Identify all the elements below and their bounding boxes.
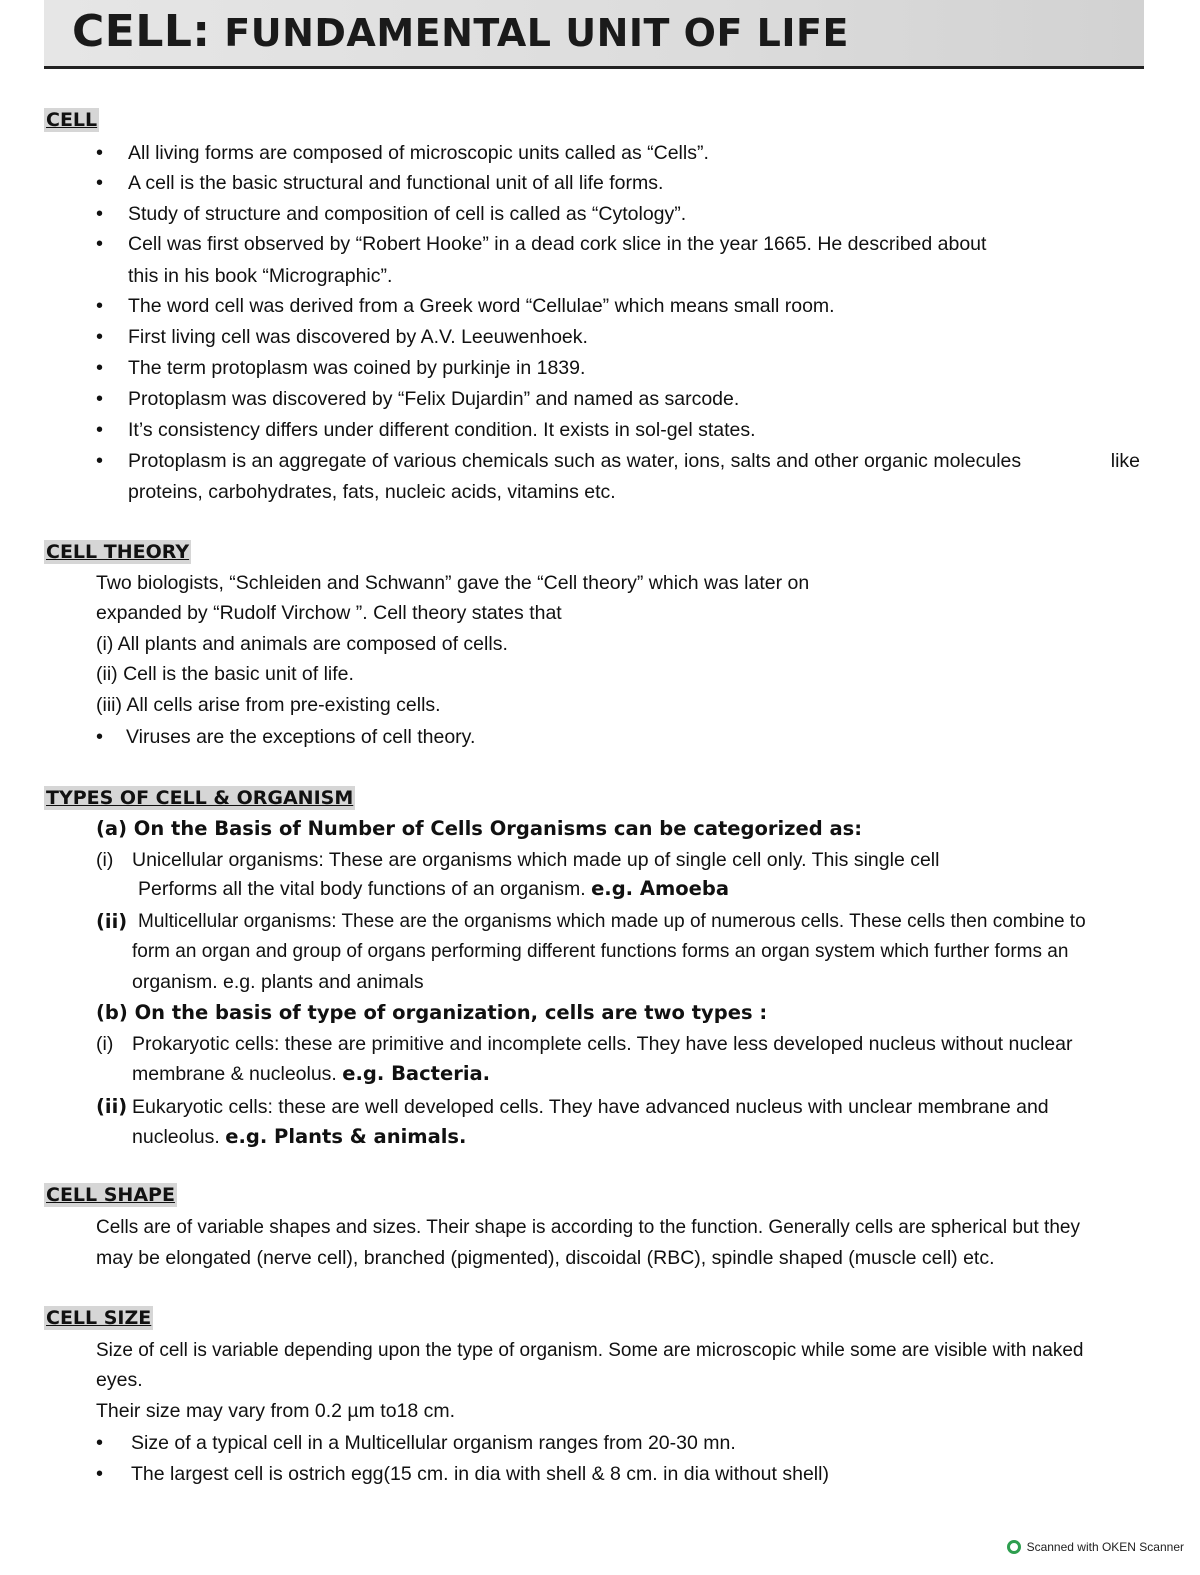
- list-item: The largest cell is ostrich egg(15 cm. in dia with shell & 8 cm. in dia without shell): [131, 1463, 829, 1485]
- list-item: Viruses are the exceptions of cell theory.: [126, 726, 476, 748]
- numbered-item: (ii) Cell is the basic unit of life.: [96, 663, 354, 685]
- list-item: Study of structure and composition of cell is called as “Cytology”.: [128, 203, 687, 225]
- numbered-item: Prokaryotic cells: these are primitive and incomplete cells. They have less developed nucleus without nuclear: [132, 1033, 1073, 1055]
- bullet-icon: •: [96, 726, 104, 748]
- bullet-icon: •: [96, 295, 104, 317]
- list-item: The term protoplasm was coined by purkinje in 1839.: [128, 357, 586, 379]
- paragraph-line: eyes.: [96, 1369, 143, 1391]
- section-heading-cell-size: CELL SIZE: [46, 1307, 152, 1329]
- list-item: First living cell was discovered by A.V. Leeuwenhoek.: [128, 326, 588, 348]
- list-item: Protoplasm was discovered by “Felix Dujardin” and named as sarcode.: [128, 388, 740, 410]
- bullet-icon: •: [96, 1463, 104, 1485]
- item-number: (i): [96, 849, 114, 871]
- section-heading-types: TYPES OF CELL & ORGANISM: [46, 787, 354, 809]
- bullet-icon: •: [96, 326, 104, 348]
- list-item: [128, 449, 1140, 473]
- list-item: All living forms are composed of microscopic units called as “Cells”.: [128, 142, 709, 164]
- numbered-item-continuation: [132, 1125, 466, 1149]
- item-text: membrane & nucleolus.: [132, 1063, 337, 1085]
- bullet-icon: •: [96, 357, 104, 379]
- title-rest: FUNDAMENTAL UNIT OF LIFE: [224, 11, 849, 55]
- paragraph-line: may be elongated (nerve cell), branched (pigmented), discoidal (RBC), spindle shaped (muscle cell) etc.: [96, 1247, 995, 1269]
- numbered-item: Unicellular organisms: These are organisms which made up of single cell only. This single cell: [132, 849, 940, 871]
- oken-scanner-logo-icon: [1007, 1540, 1021, 1554]
- paragraph-line: expanded by “Rudolf Virchow ”. Cell theory states that: [96, 602, 562, 624]
- watermark-text: Scanned with OKEN Scanner: [1026, 1540, 1184, 1554]
- numbered-item-continuation: form an organ and group of organs performing different functions forms an organ system which further forms an: [132, 941, 1069, 962]
- section-heading-cell-shape: CELL SHAPE: [46, 1184, 175, 1206]
- item-text: Performs all the vital body functions of an organism.: [138, 878, 586, 900]
- paragraph-line: Size of cell is variable depending upon the type of organism. Some are microscopic while some are visible with naked: [96, 1340, 1084, 1361]
- list-item: The word cell was derived from a Greek word “Cellulae” which means small room.: [128, 295, 835, 317]
- title-banner: [44, 0, 1144, 69]
- list-item: A cell is the basic structural and functional unit of all life forms.: [128, 172, 664, 194]
- list-item-continuation: proteins, carbohydrates, fats, nucleic acids, vitamins etc.: [128, 481, 616, 503]
- example-text: e.g. Amoeba: [591, 877, 730, 900]
- item-number: (ii): [96, 1095, 128, 1118]
- bullet-icon: •: [96, 1432, 104, 1454]
- list-item-continuation: this in his book “Micrographic”.: [128, 265, 393, 287]
- bullet-icon: •: [96, 388, 104, 410]
- numbered-item-continuation: organism. e.g. plants and animals: [132, 971, 424, 993]
- bullet-icon: •: [96, 233, 104, 255]
- bullet-icon: •: [96, 172, 104, 194]
- list-item-text-end: like: [1110, 450, 1140, 472]
- paragraph-line: Their size may vary from 0.2 µm to18 cm.: [96, 1400, 456, 1422]
- bullet-icon: •: [96, 203, 104, 225]
- title-main: CELL:: [72, 6, 211, 57]
- item-text: nucleolus.: [132, 1126, 220, 1148]
- numbered-item: Eukaryotic cells: these are well developed cells. They have advanced nucleus with unclear membrane and: [132, 1096, 1049, 1118]
- page-title: [72, 6, 849, 57]
- paragraph-line: Cells are of variable shapes and sizes. Their shape is according to the function. Generally cells are spherical but they: [96, 1217, 1080, 1238]
- list-item: Cell was first observed by “Robert Hooke” in a dead cork slice in the year 1665. He described about: [128, 233, 987, 255]
- item-number: (i): [96, 1033, 114, 1055]
- subsection-heading: (b) On the basis of type of organization, cells are two types :: [96, 1001, 768, 1024]
- subsection-heading: (a) On the Basis of Number of Cells Organisms can be categorized as:: [96, 817, 863, 840]
- section-heading-cell-theory: CELL THEORY: [46, 541, 190, 563]
- scanner-watermark: [1007, 1540, 1184, 1554]
- list-item: Size of a typical cell in a Multicellular organism ranges from 20-30 mn.: [131, 1432, 736, 1454]
- item-number: (ii): [96, 910, 128, 933]
- numbered-item-continuation: [132, 1062, 490, 1086]
- numbered-item-continuation: [138, 877, 729, 901]
- example-text: e.g. Plants & animals.: [225, 1125, 467, 1148]
- list-item-text: Protoplasm is an aggregate of various chemicals such as water, ions, salts and other organic molecules: [128, 450, 1022, 472]
- section-heading-cell: CELL: [46, 109, 98, 131]
- bullet-icon: •: [96, 419, 104, 441]
- numbered-item: (i) All plants and animals are composed of cells.: [96, 633, 508, 655]
- numbered-item: Multicellular organisms: These are the organisms which made up of numerous cells. These cells then combine to: [138, 911, 1086, 932]
- bullet-icon: •: [96, 142, 104, 164]
- paragraph-line: Two biologists, “Schleiden and Schwann” gave the “Cell theory” which was later on: [96, 572, 810, 594]
- bullet-icon: •: [96, 450, 104, 472]
- list-item: It’s consistency differs under different condition. It exists in sol-gel states.: [128, 419, 756, 441]
- example-text: e.g. Bacteria.: [342, 1062, 491, 1085]
- numbered-item: (iii) All cells arise from pre-existing cells.: [96, 694, 441, 716]
